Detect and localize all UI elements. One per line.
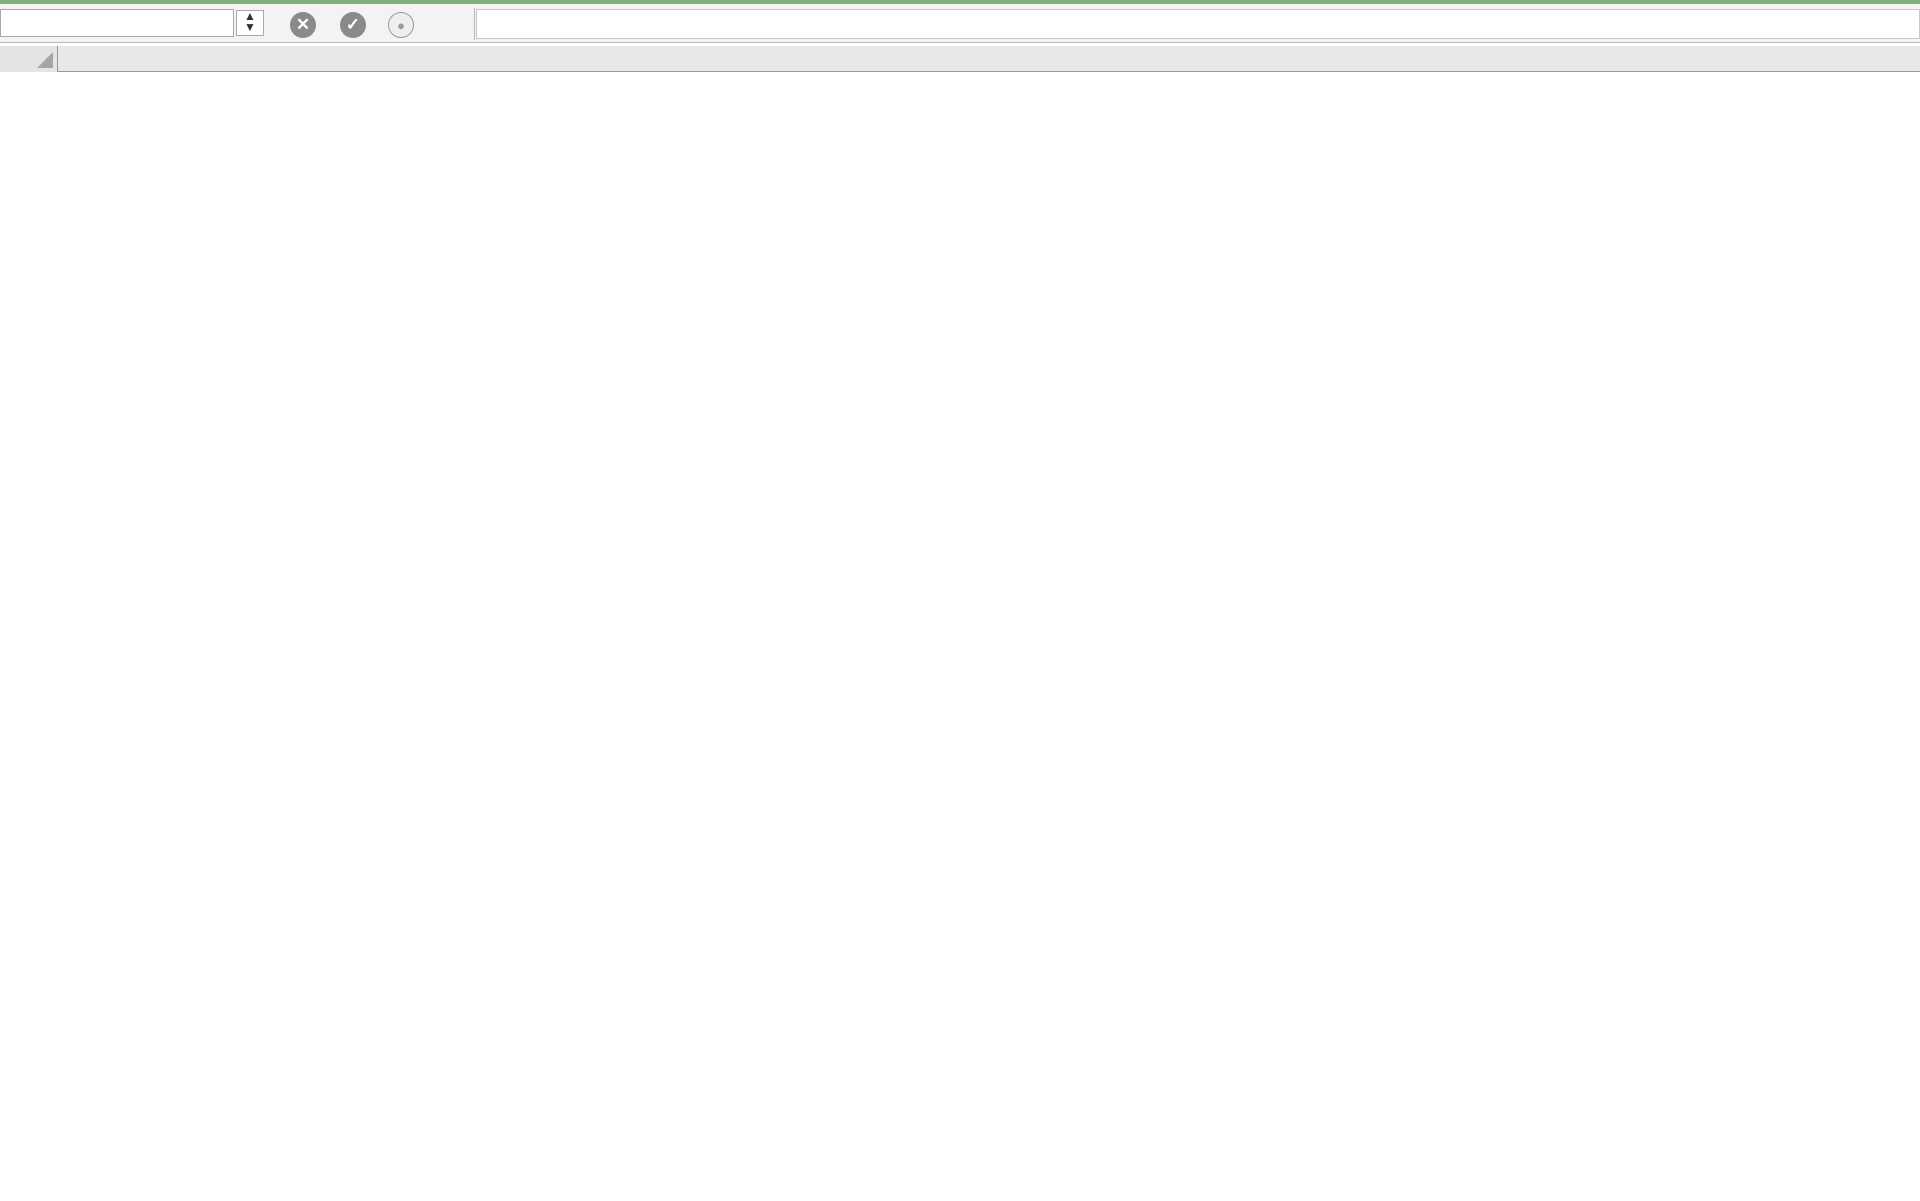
stepper-up-icon[interactable]: ▲ xyxy=(244,9,256,23)
select-all-corner[interactable] xyxy=(0,46,58,72)
cancel-edit-icon[interactable]: ✕ xyxy=(290,12,316,38)
name-box[interactable] xyxy=(0,9,234,37)
spreadsheet-grid[interactable] xyxy=(0,72,1920,1201)
formula-divider xyxy=(474,8,475,40)
function-wizard-icon[interactable]: ● xyxy=(388,12,414,38)
stepper-down-icon[interactable]: ▼ xyxy=(244,20,256,34)
select-all-icon[interactable] xyxy=(37,52,53,68)
formula-input[interactable] xyxy=(476,9,1920,39)
confirm-edit-icon[interactable]: ✓ xyxy=(340,12,366,38)
name-box-stepper[interactable] xyxy=(236,10,264,36)
column-header-bar xyxy=(0,46,1920,72)
formula-bar xyxy=(0,4,1920,43)
